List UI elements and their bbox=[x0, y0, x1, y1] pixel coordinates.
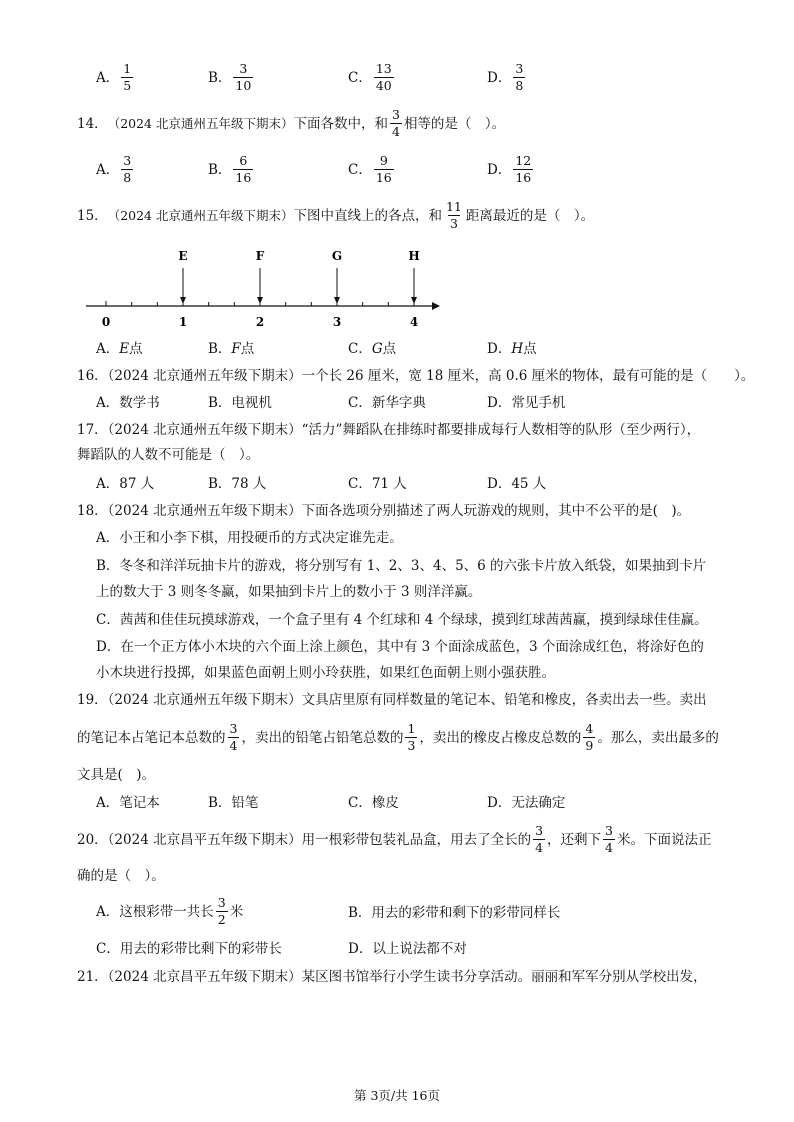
q19-stem-line3: 文具是( )。 bbox=[77, 767, 156, 783]
q18-option-d-line1: D．在一个正方体小木块的六个面上涂上颜色，其中有 3 个面涂成蓝色，3 个面涂成红色，将涂好色的 bbox=[96, 639, 704, 655]
q17-option-b: B．78 人 bbox=[208, 476, 267, 492]
denominator: 8 bbox=[123, 170, 132, 185]
q17-options bbox=[96, 475, 616, 495]
option-letter: B． bbox=[208, 341, 232, 357]
q19-option-b: B．铅笔 bbox=[208, 795, 259, 811]
question-text: ，还剩下 bbox=[547, 831, 602, 848]
fraction bbox=[374, 62, 394, 93]
q16-option-c: C．新华字典 bbox=[348, 395, 426, 411]
numerator: 3 bbox=[123, 153, 132, 168]
point-label: F bbox=[231, 341, 241, 357]
point-label: F bbox=[255, 249, 265, 263]
fraction bbox=[374, 154, 394, 185]
q20-stem-line1 bbox=[77, 824, 711, 855]
number-line-figure bbox=[80, 244, 440, 334]
q20-option-b: B．用去的彩带和剩下的彩带同样长 bbox=[348, 905, 561, 921]
q20-option-a bbox=[96, 896, 243, 927]
option-letter: A． bbox=[96, 341, 120, 357]
numerator: 11 bbox=[445, 199, 462, 214]
numerator: 12 bbox=[515, 153, 532, 168]
q19-options bbox=[96, 794, 616, 814]
denominator: 40 bbox=[375, 78, 392, 93]
q13-option-c bbox=[348, 62, 396, 93]
option-text: A．这根彩带一共长 bbox=[96, 903, 214, 920]
numerator: 3 bbox=[229, 721, 238, 736]
option-letter: A． bbox=[96, 69, 120, 86]
q19-stem-line1: 19．（2024 北京通州五年级下期末）文具店里原有同样数量的笔记本、铅笔和橡皮，各卖出去一些。卖出 bbox=[77, 692, 707, 708]
fraction bbox=[228, 722, 240, 753]
question-text: 。那么，卖出最多的 bbox=[597, 729, 719, 746]
denominator: 9 bbox=[585, 738, 594, 753]
number-line-tick-labels bbox=[102, 315, 418, 329]
denominator: 16 bbox=[375, 170, 392, 185]
fraction bbox=[513, 62, 525, 93]
numerator: 3 bbox=[535, 823, 544, 838]
denominator: 4 bbox=[391, 124, 400, 139]
q15-stem bbox=[77, 200, 594, 231]
question-text: 20．（2024 北京昌平五年级下期末）用一根彩带包装礼品盒，用去了全长的 bbox=[77, 831, 532, 848]
q19-option-c: C．橡皮 bbox=[348, 795, 399, 811]
option-letter: D． bbox=[487, 341, 512, 357]
q17-option-a: A．87 人 bbox=[96, 476, 155, 492]
q18-option-b-line2: 上的数大于 3 则冬冬赢，如果抽到卡片上的数小于 3 则洋洋赢。 bbox=[96, 584, 482, 600]
question-text: ，卖出的铅笔占铅笔总数的 bbox=[241, 729, 404, 746]
point-label: H bbox=[408, 249, 420, 263]
q16-options bbox=[96, 394, 616, 414]
fraction bbox=[216, 896, 228, 927]
q14-options bbox=[96, 154, 616, 188]
fraction bbox=[513, 154, 533, 185]
page-footer: 第 3页/共 16页 bbox=[353, 1088, 441, 1103]
q13-option-a bbox=[96, 62, 135, 93]
numerator: 6 bbox=[239, 153, 248, 168]
fraction bbox=[444, 200, 464, 231]
q18-option-a: A．小王和小李下棋，用投硬币的方式决定谁先走。 bbox=[96, 530, 403, 546]
fraction bbox=[390, 108, 402, 139]
q18-stem: 18．（2024 北京通州五年级下期末）下面各选项分别描述了两人玩游戏的规则，其中不公平的是( )。 bbox=[77, 503, 691, 519]
numerator: 1 bbox=[123, 61, 132, 76]
q17-option-d: D．45 人 bbox=[487, 476, 547, 492]
numerator: 4 bbox=[585, 721, 594, 736]
numerator: 1 bbox=[407, 721, 416, 736]
q15-option-a bbox=[96, 340, 143, 358]
q20-option-c: C．用去的彩带比剩下的彩带长 bbox=[96, 941, 282, 957]
denominator: 3 bbox=[407, 738, 416, 753]
denominator: 4 bbox=[535, 840, 544, 855]
point-label: G bbox=[371, 341, 383, 357]
denominator: 5 bbox=[123, 78, 132, 93]
tick-label: 3 bbox=[332, 315, 342, 329]
tick-label: 1 bbox=[178, 315, 188, 329]
q15-options bbox=[96, 340, 616, 360]
denominator: 4 bbox=[605, 840, 613, 855]
point-label: E bbox=[119, 341, 130, 357]
point-arrowhead bbox=[411, 297, 417, 304]
q13-option-b bbox=[208, 62, 255, 93]
tick-label: 4 bbox=[409, 315, 419, 329]
question-text: 相等的是（ ）。 bbox=[403, 115, 506, 132]
question-text: 下图中直线上的各点，和 bbox=[293, 207, 442, 224]
q16-option-a: A．数学书 bbox=[96, 395, 160, 411]
numerator: 13 bbox=[375, 61, 392, 76]
point-arrowhead bbox=[180, 297, 186, 304]
question-number: 15． bbox=[77, 207, 108, 224]
tick-label: 2 bbox=[255, 315, 265, 329]
q14-option-a bbox=[96, 154, 135, 185]
q17-stem-line2: 舞蹈队的人数不可能是（ ）。 bbox=[77, 447, 260, 463]
option-letter: C． bbox=[348, 341, 372, 357]
q14-option-c bbox=[348, 154, 396, 185]
denominator: 2 bbox=[217, 912, 226, 927]
q17-stem-line1: 17．（2024 北京通州五年级下期末）“活力”舞蹈队在排练时都要排成每行人数相等的队形（至少两行）， bbox=[77, 422, 701, 438]
question-text: 的笔记本占笔记本总数的 bbox=[77, 729, 226, 746]
q15-option-c bbox=[348, 340, 396, 358]
option-text: 点 bbox=[382, 341, 397, 357]
q14-option-b bbox=[208, 154, 255, 185]
q18-option-c: C．茜茜和佳佳玩摸球游戏，一个盒子里有 4 个红球和 4 个绿球，摸到红球茜茜赢，摸到绿球佳佳赢。 bbox=[96, 612, 708, 628]
q18-option-b-line1: B．冬冬和洋洋玩抽卡片的游戏，将分别写有 1、2、3、4、5、6 的六张卡片放入纸袋，如果抽到卡片 bbox=[96, 558, 707, 574]
q15-option-d bbox=[487, 340, 537, 358]
fraction bbox=[583, 722, 595, 753]
point-label: H bbox=[511, 341, 524, 357]
q18-option-d-line2: 小木块进行投掷，如果蓝色面朝上则小玲获胜，如果红色面朝上则小强获胜。 bbox=[96, 665, 555, 681]
question-text: ，卖出的橡皮占橡皮总数的 bbox=[419, 729, 582, 746]
fraction bbox=[233, 154, 253, 185]
denominator: 16 bbox=[235, 170, 252, 185]
q14-option-d bbox=[487, 154, 535, 185]
option-letter: A． bbox=[96, 161, 120, 178]
fraction bbox=[121, 62, 133, 93]
q16-option-b: B．电视机 bbox=[208, 395, 272, 411]
option-text: 米 bbox=[229, 903, 244, 920]
q21-stem-line1: 21．（2024 北京昌平五年级下期末）某区图书馆举行小学生读书分享活动。丽丽和军军分别从学校出发， bbox=[77, 969, 707, 985]
q19-option-a: A．笔记本 bbox=[96, 795, 160, 811]
denominator: 3 bbox=[449, 216, 458, 231]
point-label: G bbox=[331, 249, 343, 263]
question-number: 14． bbox=[77, 115, 108, 132]
q16-option-d: D．常见手机 bbox=[487, 395, 566, 411]
numerator: 3 bbox=[239, 61, 248, 76]
q20-option-d: D．以上说法都不对 bbox=[348, 941, 467, 957]
q17-option-c: C．71 人 bbox=[348, 476, 407, 492]
question-text: 米。下面说法正 bbox=[616, 831, 712, 848]
q15-option-b bbox=[208, 340, 254, 358]
option-text: 点 bbox=[240, 341, 255, 357]
question-source: （2024 北京通州五年级下期末） bbox=[107, 207, 294, 223]
question-text: 下面各数中，和 bbox=[293, 115, 388, 132]
option-text: 点 bbox=[129, 341, 143, 357]
option-letter: B． bbox=[208, 161, 232, 178]
option-letter: C． bbox=[348, 69, 372, 86]
option-letter: C． bbox=[348, 161, 372, 178]
question-source: （2024 北京通州五年级下期末） bbox=[107, 115, 294, 131]
fraction bbox=[121, 154, 133, 185]
numerator: 3 bbox=[515, 61, 524, 76]
fraction bbox=[603, 824, 615, 855]
tick-label: 0 bbox=[101, 315, 111, 329]
option-text: 点 bbox=[523, 341, 537, 357]
q16-stem: 16．（2024 北京通州五年级下期末）一个长 26 厘米，宽 18 厘米，高 0.6 厘米的物体，最有可能的是（ ）。 bbox=[77, 368, 755, 384]
point-label: E bbox=[178, 249, 188, 263]
q14-stem bbox=[77, 108, 505, 139]
numerator: 3 bbox=[217, 895, 226, 910]
denominator: 10 bbox=[235, 78, 252, 93]
fraction bbox=[233, 62, 253, 93]
denominator: 16 bbox=[515, 170, 532, 185]
q20-stem-line2: 确的是（ ）。 bbox=[77, 868, 165, 884]
numerator: 3 bbox=[605, 823, 613, 838]
denominator: 4 bbox=[229, 738, 238, 753]
numerator: 3 bbox=[391, 107, 400, 122]
option-letter: B． bbox=[208, 69, 232, 86]
number-line-arrowhead bbox=[432, 302, 440, 310]
option-letter: D． bbox=[487, 161, 512, 178]
q13-options bbox=[96, 62, 616, 96]
denominator: 8 bbox=[515, 78, 524, 93]
question-text: 距离最近的是（ ）。 bbox=[465, 207, 595, 224]
fraction bbox=[533, 824, 545, 855]
q19-option-d: D．无法确定 bbox=[487, 795, 566, 811]
fraction bbox=[405, 722, 417, 753]
q13-option-d bbox=[487, 62, 527, 93]
q19-stem-line2 bbox=[77, 722, 719, 753]
option-letter: D． bbox=[487, 69, 512, 86]
point-arrowhead bbox=[257, 297, 263, 304]
point-arrowhead bbox=[334, 297, 340, 304]
number-line-points bbox=[178, 249, 419, 304]
numerator: 9 bbox=[379, 153, 388, 168]
